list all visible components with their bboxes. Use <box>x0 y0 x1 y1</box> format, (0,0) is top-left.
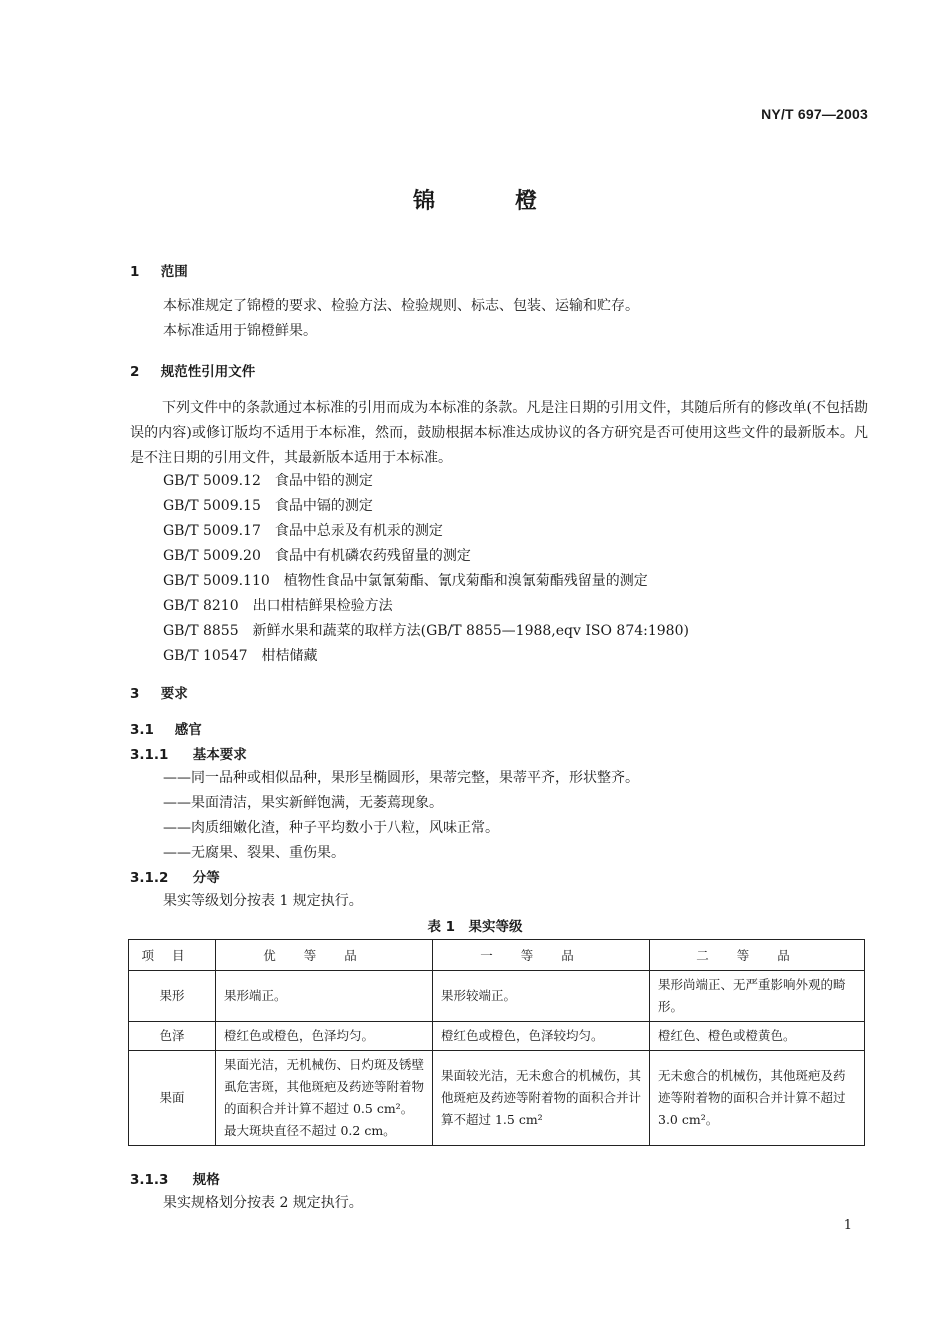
basic-requirement-item: ——果面清洁，果实新鲜饱满，无萎蔫现象。 <box>163 795 443 811</box>
basic-requirement-item: ——肉质细嫩化渣，种子平均数小于八粒，风味正常。 <box>163 820 499 836</box>
table-cell: 橙红色或橙色，色泽均匀。 <box>216 1022 433 1051</box>
table-header-cell: 项目 <box>129 940 216 971</box>
table-row-label: 色泽 <box>129 1022 216 1051</box>
table-cell: 橙红色或橙色，色泽较均匀。 <box>433 1022 650 1051</box>
table-cell: 橙红色、橙色或橙黄色。 <box>650 1022 865 1051</box>
table-cell: 果面较光洁，无未愈合的机械伤，其他斑疤及药迹等附着物的面积合并计算不超过 1.5 cm² <box>433 1051 650 1146</box>
section-heading-sensory: 3.1 感官 <box>130 722 202 738</box>
table-row <box>129 1051 865 1146</box>
table-cell: 无未愈合的机械伤，其他斑疤及药迹等附着物的面积合并计算不超过 3.0 cm²。 <box>650 1051 865 1146</box>
section-heading-references: 2 规范性引用文件 <box>130 364 256 380</box>
table-row <box>129 971 865 1022</box>
reference-item: GB/T 5009.17 食品中总汞及有机汞的测定 <box>163 523 443 539</box>
reference-item: GB/T 5009.110 植物性食品中氯氰菊酯、氰戊菊酯和溴氰菊酯残留量的测定 <box>163 573 648 589</box>
table-cell: 果形较端正。 <box>433 971 650 1022</box>
table-header-cell: 一等品 <box>433 940 650 971</box>
table-header-row <box>129 940 865 971</box>
section-heading-specification: 3.1.3 规格 <box>130 1172 220 1188</box>
standard-code: NY/T 697—2003 <box>761 106 868 122</box>
section-heading-scope: 1 范围 <box>130 264 188 280</box>
specification-text: 果实规格划分按表 2 规定执行。 <box>163 1195 363 1211</box>
table-header-cell: 优等品 <box>216 940 433 971</box>
table-cell: 果形端正。 <box>216 971 433 1022</box>
grade-table <box>128 939 865 1146</box>
table-header-cell: 二等品 <box>650 940 865 971</box>
scope-paragraph-1: 本标准规定了锦橙的要求、检验方法、检验规则、标志、包装、运输和贮存。 <box>163 298 639 314</box>
section-heading-basic-requirements: 3.1.1 基本要求 <box>130 747 247 763</box>
table-caption: 表 1 果实等级 <box>427 919 523 935</box>
section-heading-requirements: 3 要求 <box>130 686 188 702</box>
reference-item: GB/T 5009.15 食品中镉的测定 <box>163 498 373 514</box>
section-heading-grading: 3.1.2 分等 <box>130 870 220 886</box>
reference-item: GB/T 10547 柑桔储藏 <box>163 648 318 664</box>
references-intro: 下列文件中的条款通过本标准的引用而成为本标准的条款。凡是注日期的引用文件，其随后所有的修改单(不包括勘误的内容)或修订版均不适用于本标准，然而，鼓励根据本标准达成协议的各方研究是否可使用这些文件的最新版本。凡是不注日期的引用文件，其最新版本适用于本标准。 <box>130 400 868 466</box>
grading-text: 果实等级划分按表 1 规定执行。 <box>163 893 363 909</box>
reference-item: GB/T 8210 出口柑桔鲜果检验方法 <box>163 598 393 614</box>
basic-requirement-item: ——无腐果、裂果、重伤果。 <box>163 845 345 861</box>
table-row-label: 果形 <box>129 971 216 1022</box>
reference-item: GB/T 5009.12 食品中铅的测定 <box>163 473 373 489</box>
document-title: 锦橙 <box>412 189 617 214</box>
page-number: 1 <box>843 1218 852 1233</box>
table-row <box>129 1022 865 1051</box>
basic-requirement-item: ——同一品种或相似品种，果形呈椭圆形，果蒂完整，果蒂平齐，形状整齐。 <box>163 770 639 786</box>
scope-paragraph-2: 本标准适用于锦橙鲜果。 <box>163 323 317 339</box>
reference-item: GB/T 8855 新鲜水果和蔬菜的取样方法(GB/T 8855—1988,eqv ISO 874:1980) <box>163 623 689 639</box>
reference-item: GB/T 5009.20 食品中有机磷农药残留量的测定 <box>163 548 471 564</box>
table-cell: 果面光洁，无机械伤、日灼斑及锈壁虱危害斑，其他斑疤及药迹等附着物的面积合并计算不超过 0.5 cm²。最大斑块直径不超过 0.2 cm。 <box>216 1051 433 1146</box>
table-row-label: 果面 <box>129 1051 216 1146</box>
table-cell: 果形尚端正、无严重影响外观的畸形。 <box>650 971 865 1022</box>
